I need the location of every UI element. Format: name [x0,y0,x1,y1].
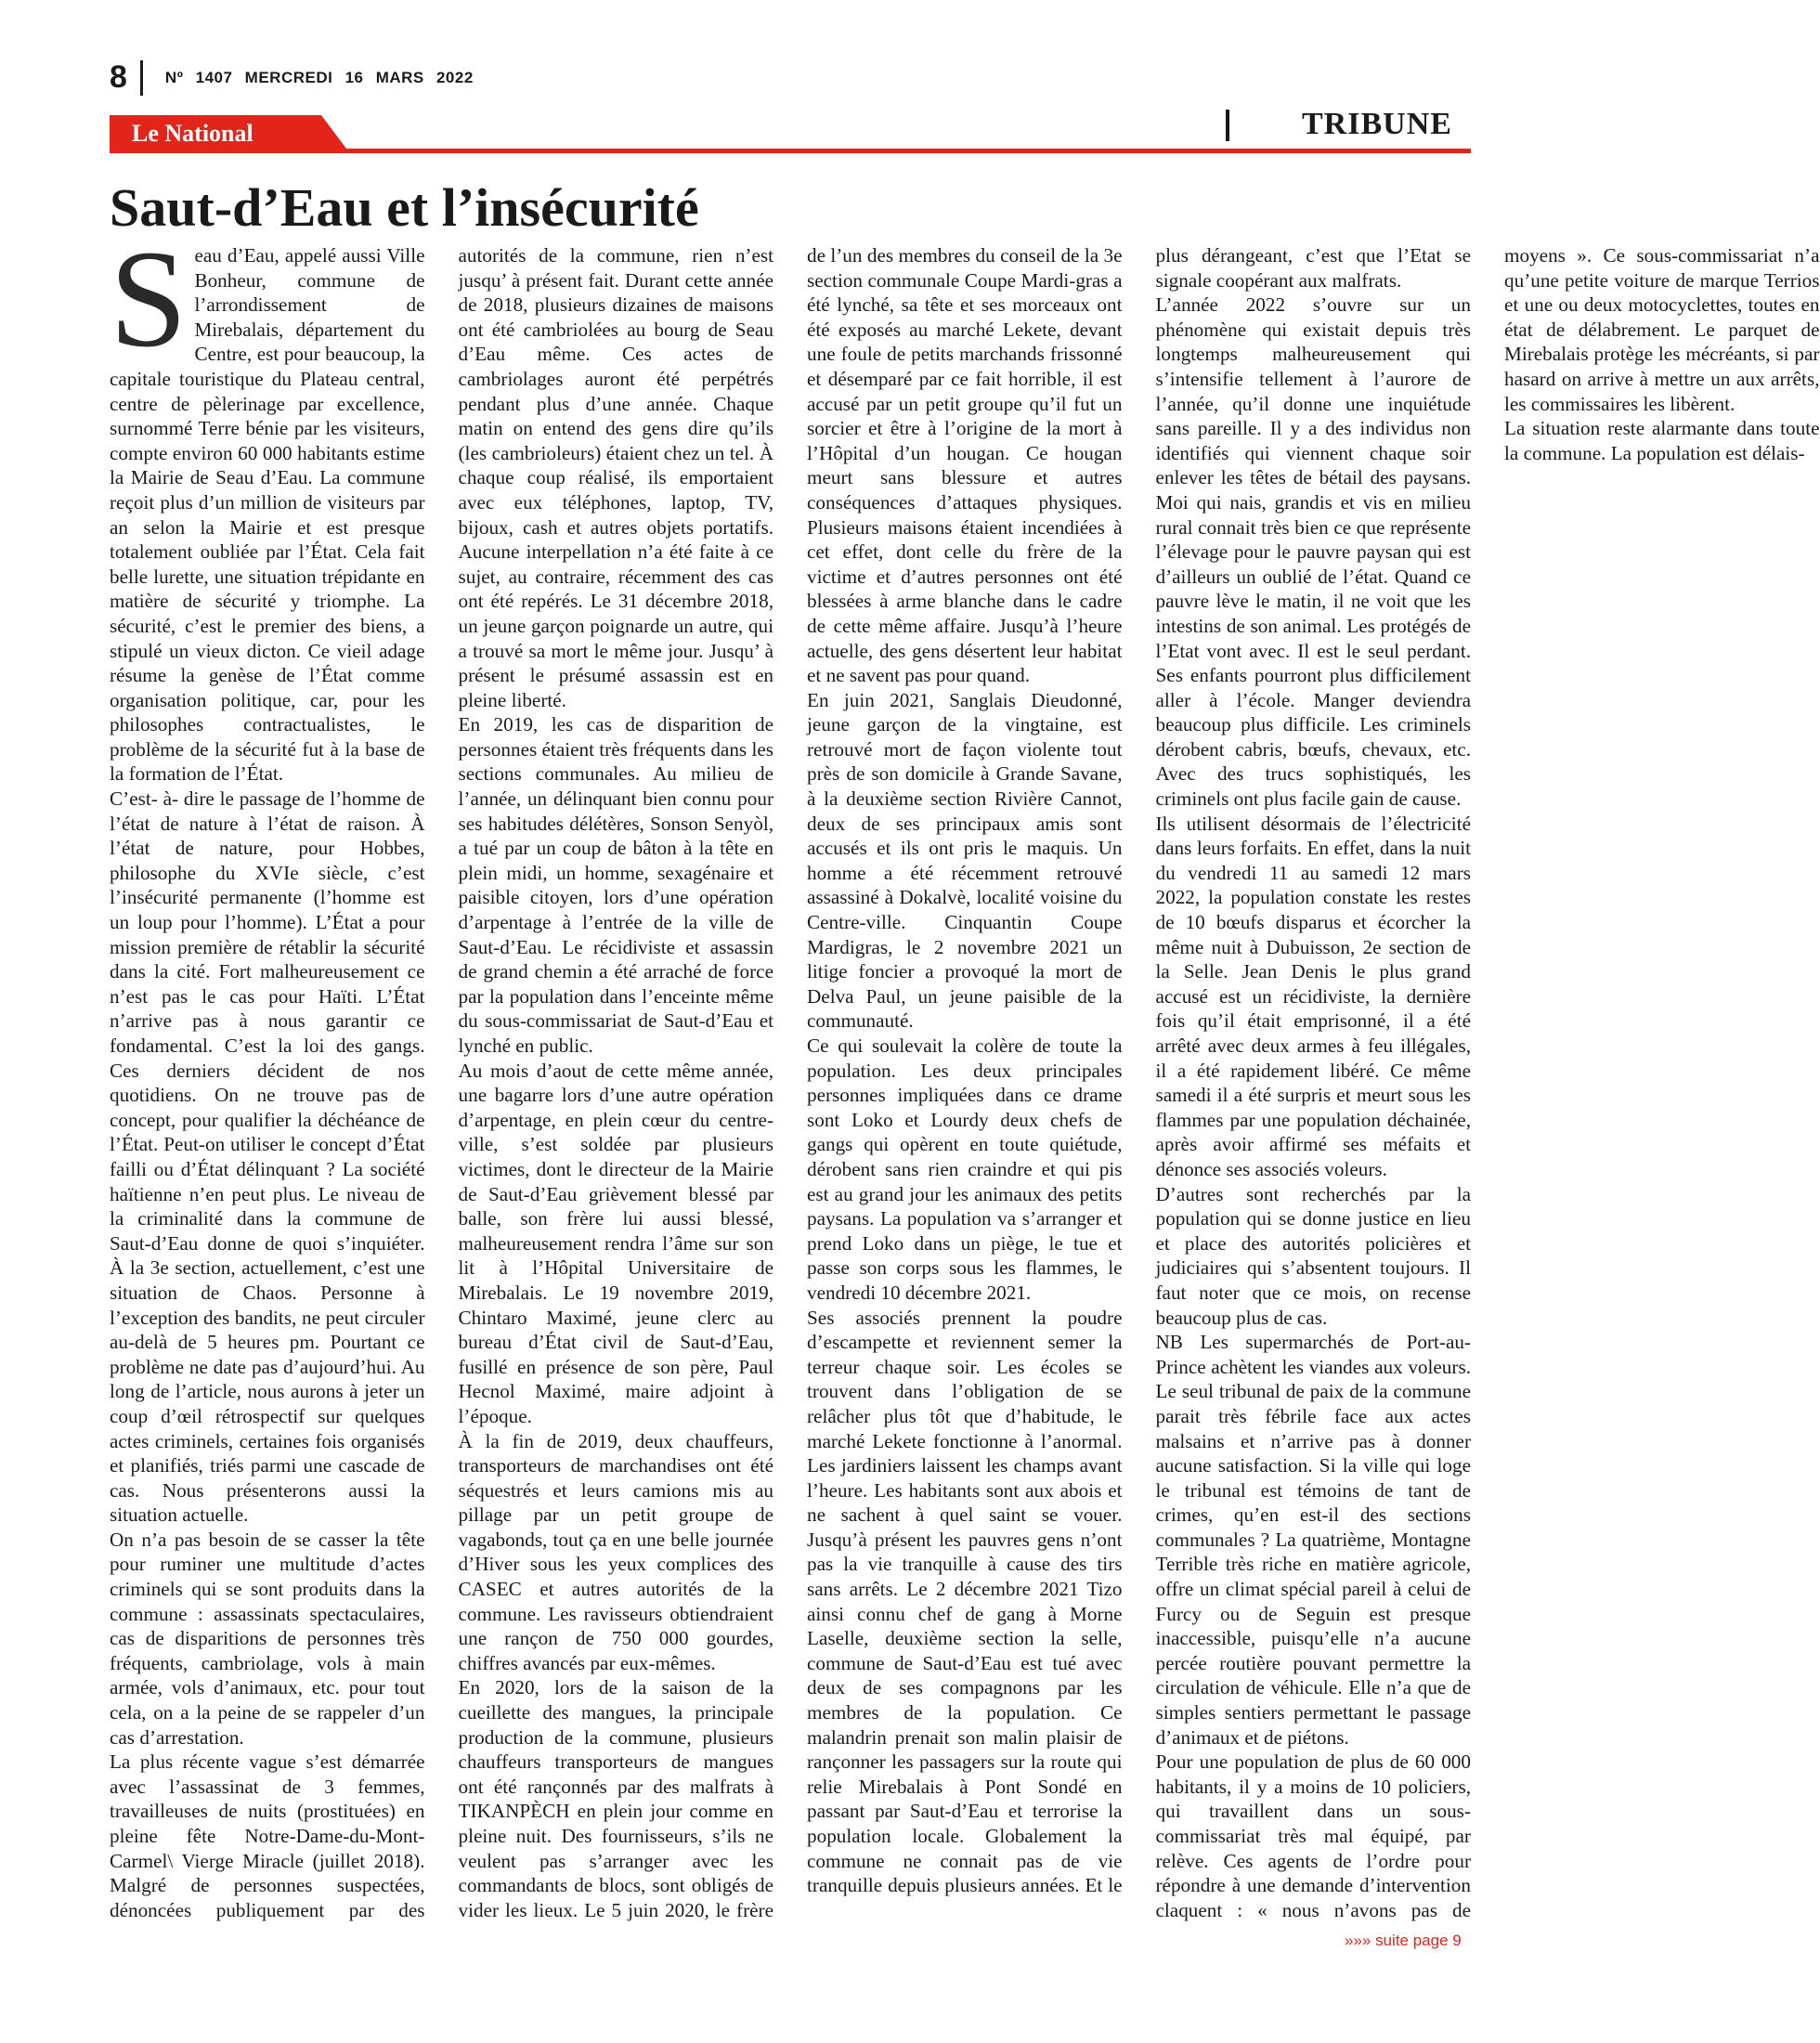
article-paragraph: Ses associés prennent la poudre d’escampette et reviennent semer la terreur chaque soir. Les écoles se trouvent dans l’obligation de se relâcher plus tôt que d’habitude, le marché Lekete fonctionne à l’anormal. Les jardiniers laissent les champs avant l’heure. Les habitants sont aux abois et ne sachent à quel saint se vouer. Jusqu’à présent les pauvres gens n’ont pas la vie tranquille à cause des tirs sans arrêts. Le 2 décembre 2021 Tizo ainsi connu chef de gang à Morne Laselle, deuxième section la selle, commune de Saut-d’Eau est tué avec deux de ses compagnons par les membres de la population. Ce malandrin prenait son malin plaisir de rançonner les passagers sur la route qui relie Mirebalais à Pont Sondé en passant par Saut-d’Eau et terrorise la population locale. Globalement la commune ne connait pas de vie tranquille depuis plusieurs années. Et le plus dérangeant, c’est que l’Etat se signale coopérant aux malfrats. [807,244,1471,1897]
article-paragraph: Pour une population de plus de 60 000 habitants, il y a moins de 10 policiers, qui travaillent dans un sous-commissariat très mal équipé, par relève. Ces agents de l’ordre pour répondre à une demande d’intervention claquent : « nous n’avons pas de moyens ». Ce sous-commissariat n’a qu’une petite voiture de marque Terrios et une ou deux motocyclettes, toutes en état de délabrement. Le parquet de Mirebalais protège les mécréants, si par hasard on arrive à mettre un aux arrêts, les commissaires les libèrent. [1155,244,1820,1921]
article-paragraph: Au mois d’aout de cette même année, une bagarre lors d’une autre opération d’arpentage, en plein cœur du centre-ville, s’est soldée par plusieurs victimes, dont le directeur de la Mairie de Saut-d’Eau grièvement blessé par balle, son frère lui aussi blessé, malheureusement rendra l’âme sur son lit à l’Hôpital Universitaire de Mirebalais. Le 19 novembre 2019, Chintaro Maximé, jeune clerc au bureau d’État civil de Saut-d’Eau, fusillé en présence de son père, Paul Hecnol Maximé, maire adjoint à l’époque. [458,1059,774,1427]
issue-date-line: Nº 1407 MERCREDI 16 MARS 2022 [164,68,474,86]
article-paragraph: L’année 2022 s’ouvre sur un phénomène qui existait depuis très longtemps malheureusement qui s’intensifie tellement à l’aurore de l’année, qu’il donne une inquiétude sans pareille. Il y a des individus non identifiés qui viennent chaque soir enlever les têtes de bétail des paysans. Moi qui nais, grandis et vis en milieu rural connait très bien ce que représente l’élevage pour le pauvre paysan qui est d’ailleurs un oublié de l’état. Quand ce pauvre lève le matin, il ne voit que les intestins de son animal. Les protégés de l’Etat vont avec. Il est le seul perdant. Ses enfants pourront plus difficilement aller à l’école. Manger deviendra beaucoup plus difficile. Les criminels dérobent cabris, bœufs, chevaux, etc. Avec des trucs sophistiqués, les criminels ont plus facile gain de cause. [1155,293,1471,811]
article-paragraph: Ils utilisent désormais de l’électricité dans leurs forfaits. En effet, dans la nuit du vendredi 11 au samedi 12 mars 2022, la population constate les restes de 10 bœufs disparus et écorcher la même nuit à Dubuisson, 2e section de la Selle. Jean Denis le plus grand accusé est un récidiviste, la dernière fois qu’il était emprisonné, il a été arrêté avec deux armes à feu illégales, il a été rapidement libéré. Ce même samedi il a été surpris et meurt sous les flammes par une population déchainée, après avoir affirmé ses méfaits et dénonce ses associés voleurs. [1155,812,1471,1180]
section-divider [1226,110,1229,141]
article-paragraph: La situation reste alarmante dans toute la commune. La population est délais- [1504,417,1820,464]
article-paragraph: C’est- à- dire le passage de l’homme de l’état de nature à l’état de raison. À l’état de nature, pour Hobbes, philosophe du XVIe siècle, c’est l’insécurité permanente (l’homme est un loup pour l’homme). L’État a pour mission première de rétablir la sécurité dans la cité. Fort malheureusement ce n’est pas le cas pour Haïti. L’État n’arrive pas à nous garantir ce fondamental. C’est la loi des gangs. Ces derniers décident de nos quotidiens. On ne trouve pas de concept, pour qualifier la déchéance de l’État. Peut-on utiliser le concept d’État failli ou d’État délinquant ? La société haïtienne n’en peut plus. Le niveau de la criminalité dans la commune de Saut-d’Eau donne de quoi s’inquiéter. À la 3e section, actuellement, c’est une situation de Chaos. Personne à l’exception des bandits, ne peut circuler au-delà de 5 heures pm. Pourtant ce problème ne date pas d’aujourd’hui. Au long de l’article, nous aurons à jeter un coup d’œil rétrospectif sur quelques actes criminels, certaines fois organisés et planifiés, triés parmi une cascade de cas. Nous présenterons aussi la situation actuelle. [110,787,425,1527]
folio-divider [140,60,143,96]
article-paragraph: On n’a pas besoin de se casser la tête pour ruminer une multitude d’actes criminels qui se sont produits dans la commune : assassinats spectaculaires, cas de disparitions de personnes très fréquents, cambriolage, vols à main armée, vols d’animaux, etc. pour tout cela, on a la peine de se rappeler d’un cas d’arrestation. [110,1528,425,1749]
article-paragraph: À la fin de 2019, deux chauffeurs, transporteurs de marchandises ont été séquestrés et leurs camions mis au pillage par un petit groupe de vagabonds, tout ça en une belle journée d’Hiver sous les yeux complices des CASEC et autres autorités de la commune. Les ravisseurs obtiendraient une rançon de 750 000 gourdes, chiffres avancés par eux-mêmes. [458,1429,774,1674]
section-title: TRIBUNE [1302,107,1452,141]
folio-line [110,59,474,96]
article-paragraph: NB Les supermarchés de Port-au-Prince achètent les viandes aux voleurs. Le seul tribunal de paix de la commune parait très fébrile face aux actes malsains et n’arrive pas à donner aucune satisfaction. Si la ville qui loge le tribunal est témoins de tant de crimes, qu’en est-il des sections communales ? La quatrième, Montagne Terrible très riche en matière agricole, offre un climat spécial pareil à celui de Furcy ou de Seguin est presque inaccessible, puisqu’elle n’a aucune percée routière pouvant permettre la circulation de véhicule. Elle n’a que de simples sentiers permettant le passage d’animaux et de piétons. [1155,1331,1471,1749]
article-paragraph: En 2020, lors de la saison de la cueillette des mangues, la principale production de la commune, plusieurs chauffeurs transporteurs de mangues ont été rançonnés par des malfrats à TIKANPÈCH en plein jour comme en pleine nuit. Des fournisseurs, s’ils ne veulent pas s’arranger avec les commandants de blocs, sont obligés de vider les lieux. Le 5 juin 2020, le frère de l’un des membres du conseil de la 3e section communale Coupe Mardi-gras a été lynché, sa tête et ses morceaux ont été exposés au marché Lekete, devant une foule de petits marchands frissonné et désemparé par ce fait horrible, il est accusé par un petit groupe qu’il fut un sorcier et être à l’origine de la mort à l’Hôpital d’un hougan. Ce hougan meurt sans blessure et autres conséquences d’attaques physiques. Plusieurs maisons étaient incendiées à cet effet, dont celle du frère de la victime et d’autres personnes ont été blessées à arme blanche dans le cadre de cette même affaire. Jusqu’à l’heure actuelle, des gens désertent leur habitat et ne savent pas pour quand. [458,244,1123,1921]
article-paragraph: La plus récente vague s’est démarrée avec l’assassinat de 3 femmes, travailleuses de nuits (prostituées) en pleine fête Notre-Dame-du-Mont-Carmel\ Vierge Miracle (juillet 2018). Malgré de personnes suspectées, dénoncées publiquement par des autorités de la commune, rien n’est jusqu’ à présent fait. Durant cette année de 2018, plusieurs dizaines de maisons ont été cambriolées au bourg de Seau d’Eau même. Ces actes de cambriolages auront été perpétrés pendant plus d’une année. Chaque matin on entend des gens dire qu’ils (les cambrioleurs) étaient chez un tel. À chaque coup réalisé, ils emportaient avec eux téléphones, laptop, TV, bijoux, cash et autres objets portatifs. Aucune interpellation n’a été faite à ce sujet, au contraire, récemment des cas ont été repérés. Le 31 décembre 2018, un jeune garçon poignarde un autre, qui a trouvé sa mort le même jour. Jusqu’ à présent le présumé assassin est en pleine liberté. [110,244,774,1921]
newspaper-brand: Le National [132,120,254,147]
continued-link[interactable]: »»» suite page 9 [1345,1932,1462,1949]
article-body [110,222,1820,1924]
article-paragraph: Ce qui soulevait la colère de toute la population. Les deux principales personnes impliquées dans ce drame sont Loko et Lourdy deux chefs de gangs qui opèrent en toute quiétude, dérobent sans rien craindre et qui pis est au grand jour les animaux des petits paysans. La population va s’arranger et prend Loko dans un piège, le tue et passe son corps sous les flammes, le vendredi 10 décembre 2021. [807,1035,1123,1304]
page-number: 8 [110,59,127,95]
header-rule [110,149,1471,153]
article-headline: Saut-d’Eau et l’insécurité [110,177,699,238]
drop-cap: S [110,222,188,376]
article-paragraph: Seau d’Eau, appelé aussi Ville Bonheur, commune de l’arrondissement de Mirebalais, département du Centre, est pour beaucoup, la capitale touristique du Plateau central, centre de pèlerinage par excellence, surnommé Terre bénie par les visiteurs, compte environ 60 000 habitants estime la Mairie de Seau d’Eau. La commune reçoit plus d’un million de visiteurs par an selon la Mairie et est presque totalement oubliée par l’État. Cela fait belle lurette, une situation trépidante en matière de sécurité y triomphe. La sécurité, c’est le premier des biens, a stipulé un vieux dicton. Ce vieil adage résume la genèse de l’État comme organisation politique, car, pour les philosophes contractualistes, le problème de la sécurité fut à la base de la formation de l’État. [110,222,425,786]
article-paragraph: D’autres sont recherchés par la population qui se donne justice en lieu et place des autorités policières et judiciaires qui s’absentent toujours. Il faut noter que ce mois, on recense beaucoup plus de cas. [1155,1182,1471,1329]
article-paragraph: En juin 2021, Sanglais Dieudonné, jeune garçon de la vingtaine, est retrouvé mort de façon violente tout près de son domicile à Grande Savane, à la deuxième section Rivière Cannot, deux de ses principaux amis sont accusés et ils ont pris le maquis. Un homme a été récemment retrouvé assassiné à Dokalvè, localité voisine du Centre-ville. Cinquantin Coupe Mardigras, le 2 novembre 2021 un litige foncier a provoqué la mort de Delva Paul, un jeune paisible de la communauté. [807,688,1123,1033]
article-paragraph: En 2019, les cas de disparition de personnes étaient très fréquents dans les sections communales. Au milieu de l’année, un délinquant bien connu pour ses habitudes délétères, Sonson Senyòl, a tué par un coup de bâton à la tête en plein midi, un homme, sexagénaire et paisible citoyen, lors d’une opération d’arpentage à l’entrée de la ville de Saut-d’Eau. Le récidiviste et assassin de grand chemin a été arraché de force par la population dans l’enceinte même du sous-commissariat de Saut-d’Eau et lynché en public. [458,713,774,1057]
